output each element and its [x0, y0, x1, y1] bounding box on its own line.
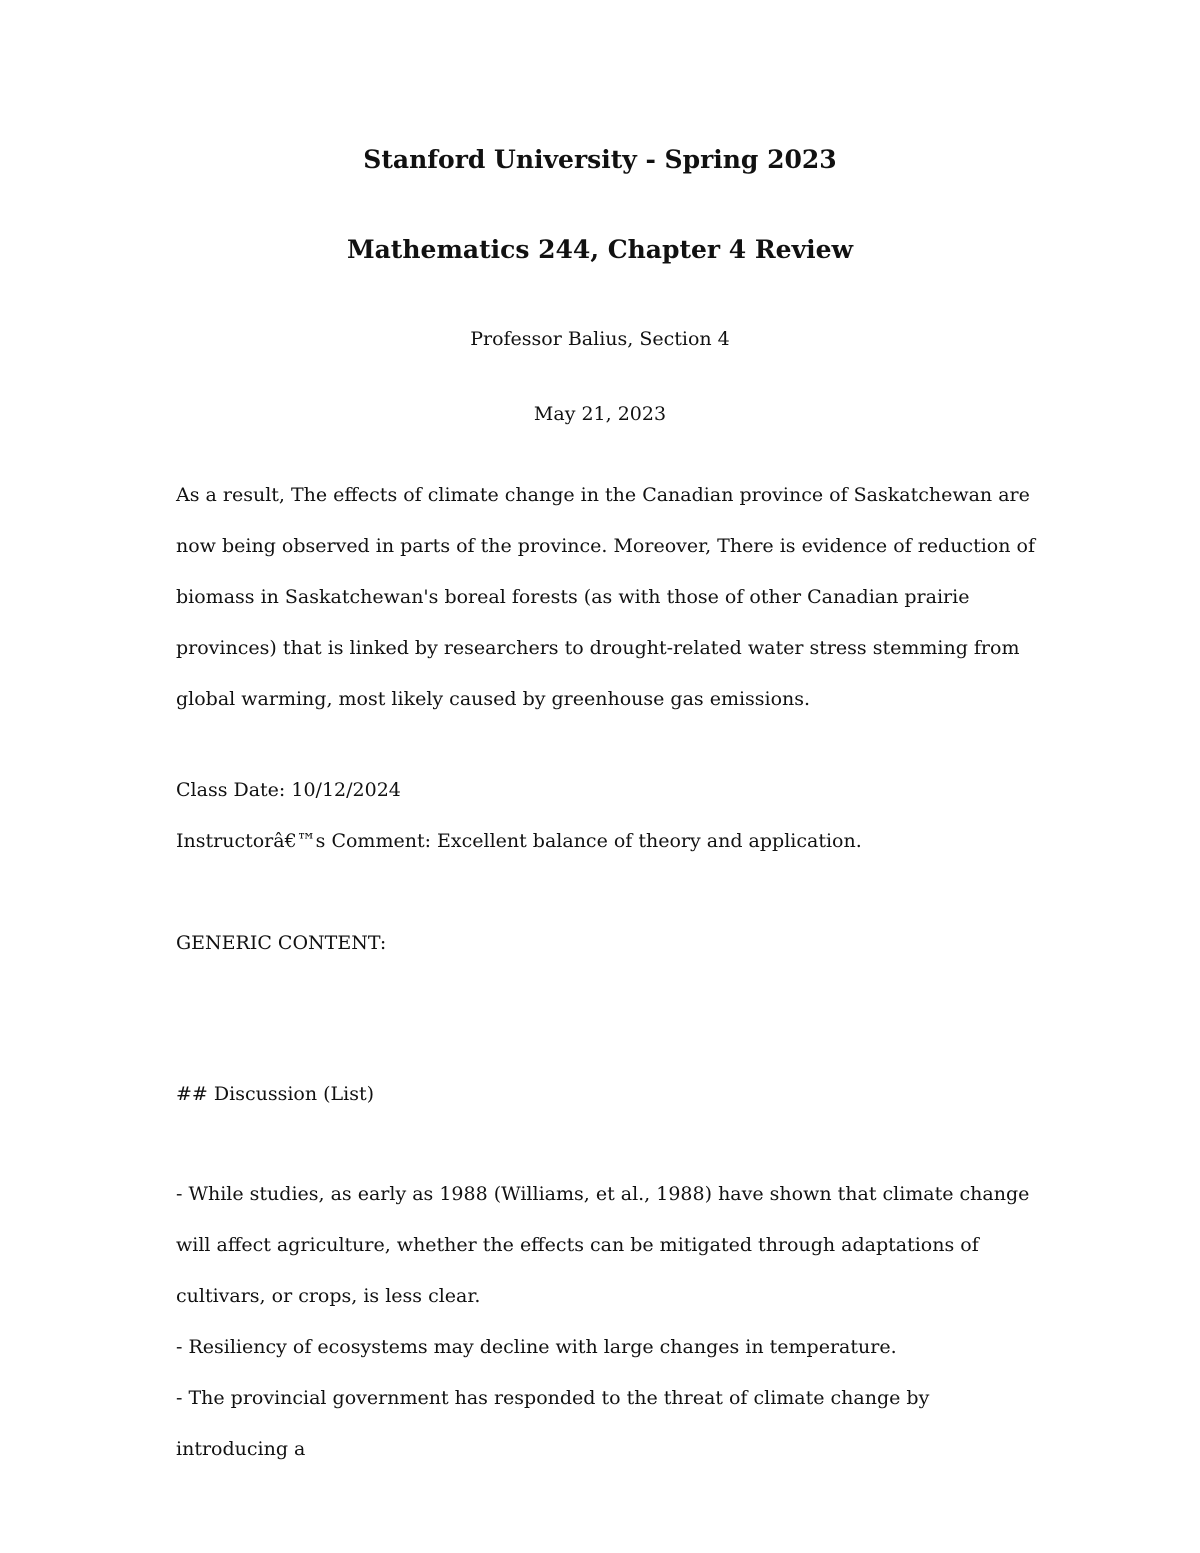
institution-title: Stanford University - Spring 2023	[363, 145, 837, 174]
list-item: - The provincial government has responded to the threat of climate change by introducing a	[176, 1387, 930, 1460]
professor-line: Professor Balius, Section 4	[470, 328, 730, 350]
body-paragraph: As a result, The effects of climate change in the Canadian province of Saskatchewan are now being observed in parts of the province. Moreover, There is evidence of reduction of biomass in Saskatchewan's boreal forests (as with those of other Canadian prairie provinces) that is linked by researchers to drought-related water stress stemming from global warming, most likely caused by greenhouse gas emissions.	[176, 484, 1035, 710]
course-title: Mathematics 244, Chapter 4 Review	[346, 235, 854, 264]
list-item: - Resiliency of ecosystems may decline with large changes in temperature.	[176, 1336, 897, 1358]
instructor-comment: Instructorâ€™s Comment: Excellent balance of theory and application.	[176, 830, 862, 852]
document-date: May 21, 2023	[533, 403, 667, 425]
discussion-list	[176, 1169, 1046, 1475]
class-date: Class Date: 10/12/2024	[176, 779, 401, 801]
list-item: - While studies, as early as 1988 (Williams, et al., 1988) have shown that climate change will affect agriculture, whether the effects can be mitigated through adaptations of cultivars, or crops, is less clear.	[176, 1183, 1030, 1307]
discussion-heading: ## Discussion (List)	[176, 1083, 375, 1105]
generic-content-label: GENERIC CONTENT:	[176, 932, 387, 954]
